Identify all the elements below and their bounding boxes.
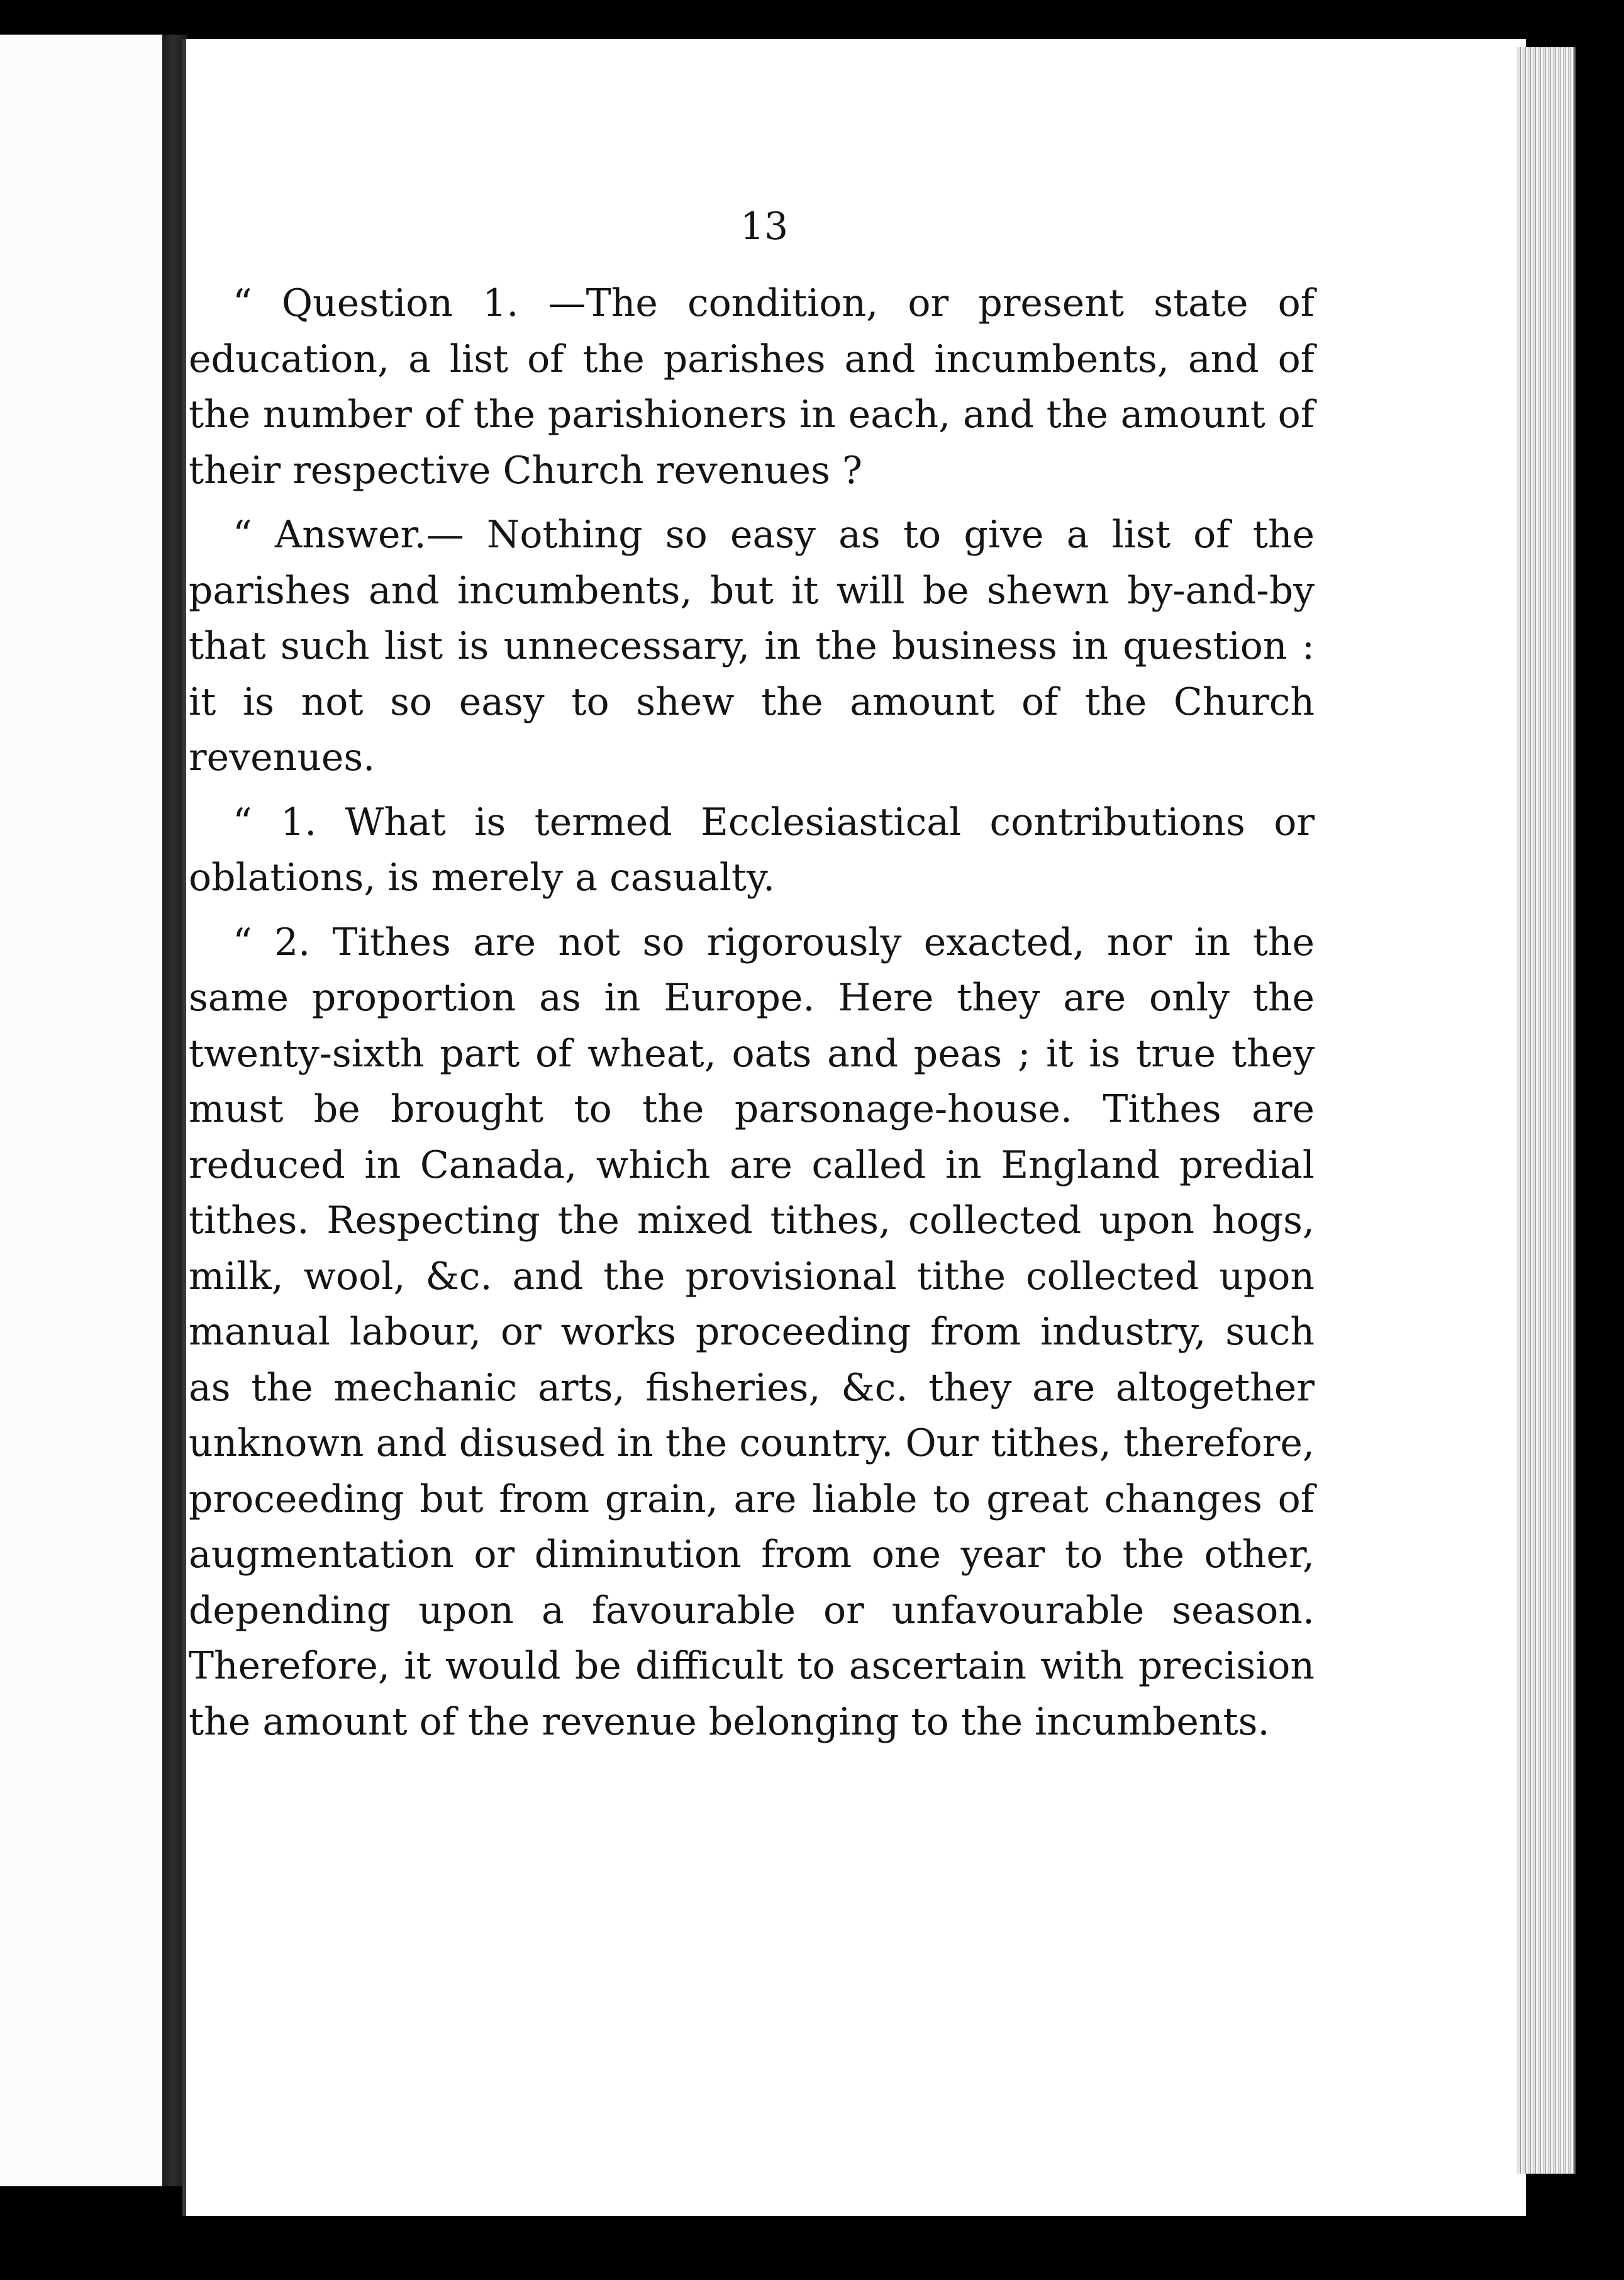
- paragraph-point-2: “ 2. Tithes are not so rigorously exacted, nor in the same proportion as in Europe. Here they are only the twenty-sixth part of wheat, oats and peas ; it is true they must be brought to the parsonage-house. Tithes are reduced in Canada, which are called in England predial tithes. Respecting the mixed tithes, collected upon hogs, milk, wool, &c. and the provisional tithe collected upon manual labour, or works proceeding from industry, such as the mechanic arts, fisheries, &c. they are altogether unknown and disused in the country. Our tithes, therefore, proceeding but from grain, are liable to great changes of augmentation or diminution from one year to the other, depending upon a favourable or unfavourable season. Therefore, it would be difficult to ascertain with precision the amount of the revenue belonging to the incumbents.: [189, 920, 1315, 1744]
- page-text: [189, 204, 1315, 1758]
- paragraph-question: “ Question 1. —The condition, or present state of education, a list of the parishes and incumbents, and of the number of the parishioners in each, and the amount of their respective Church revenues ?: [189, 281, 1315, 493]
- page-edges: [1516, 47, 1576, 2174]
- facing-page: [0, 35, 164, 2186]
- paragraph-answer: “ Answer.— Nothing so easy as to give a list of the parishes and incumbents, but it will be shewn by-and-by that such list is unnecessary, in the business in question : it is not so easy to shew the amount of the Church revenues.: [189, 513, 1315, 780]
- paragraph-point-1: “ 1. What is termed Ecclesiastical contributions or oblations, is merely a casualty.: [189, 800, 1315, 900]
- page-number: 13: [740, 204, 789, 249]
